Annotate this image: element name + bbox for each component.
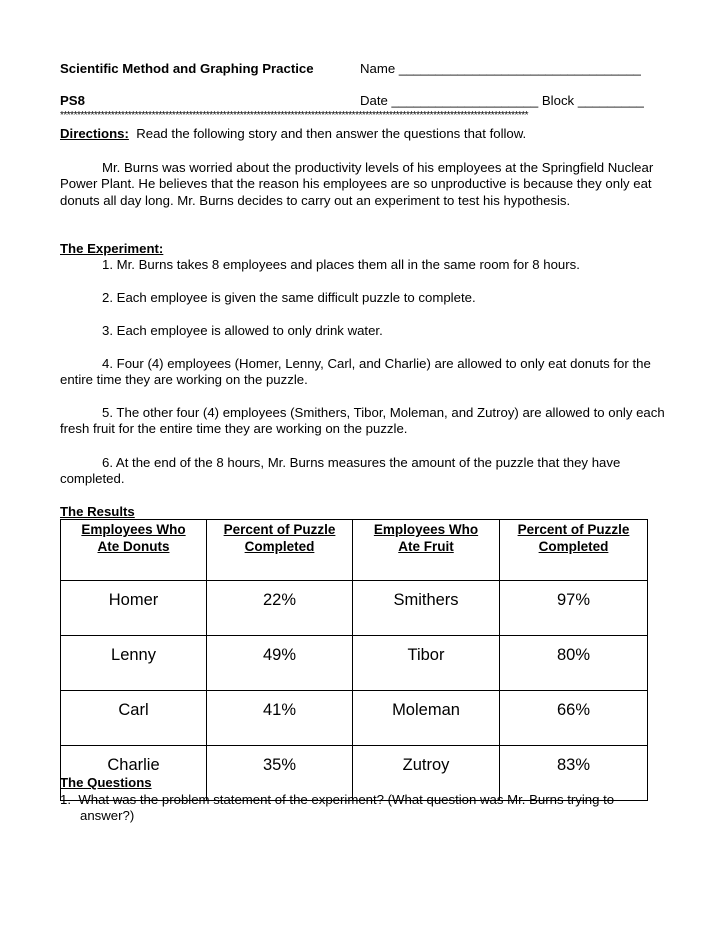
experiment-step-5: 5. The other four (4) employees (Smithers, Tibor, Moleman, and Zutroy) are allowed to only each fresh fruit for the entire time they are working on the puzzle. xyxy=(60,405,665,437)
name-line xyxy=(360,61,641,76)
experiment-step-3: 3. Each employee is allowed to only drink water. xyxy=(102,323,383,338)
fruit-employee-cell: Smithers xyxy=(353,581,500,636)
fruit-employee-cell: Zutroy xyxy=(353,746,500,801)
experiment-heading: The Experiment: xyxy=(60,241,164,256)
name-blank: _________________________________ xyxy=(398,61,641,76)
header-cell: Employees Who Ate Donuts xyxy=(61,520,207,581)
header-cell: Employees Who Ate Fruit xyxy=(353,520,500,581)
date-label: Date xyxy=(360,93,388,108)
table-row xyxy=(61,636,648,691)
date-block-line xyxy=(360,93,644,108)
experiment-step-1: 1. Mr. Burns takes 8 employees and places them all in the same room for 8 hours. xyxy=(102,257,580,272)
fruit-percent-cell: 66% xyxy=(500,691,648,746)
directions-label: Directions: xyxy=(60,126,129,141)
results-heading: The Results xyxy=(60,504,135,519)
date-blank: ____________________ xyxy=(391,93,539,108)
donut-employee-cell: Charlie xyxy=(61,746,207,801)
worksheet-title: Scientific Method and Graphing Practice xyxy=(60,61,314,76)
table-row xyxy=(61,691,648,746)
donut-employee-cell: Homer xyxy=(61,581,207,636)
block-label: Block xyxy=(541,93,575,108)
results-header-row xyxy=(61,520,648,581)
block-blank: _________ xyxy=(577,93,644,108)
donut-percent-cell: 22% xyxy=(207,581,353,636)
table-row xyxy=(61,581,648,636)
fruit-percent-cell: 80% xyxy=(500,636,648,691)
questions-heading: The Questions xyxy=(60,775,152,790)
question-text-line1: What was the problem statement of the experiment? (What question was Mr. Burns trying to xyxy=(78,792,615,807)
story-paragraph xyxy=(60,160,670,209)
donut-employee-cell: Carl xyxy=(61,691,207,746)
experiment-step-4: 4. Four (4) employees (Homer, Lenny, Carl, and Charlie) are allowed to only eat donuts for the entire time they are working on the puzzle. xyxy=(60,356,651,388)
experiment-step-6: 6. At the end of the 8 hours, Mr. Burns measures the amount of the puzzle that they have completed. xyxy=(60,455,621,487)
donut-percent-cell: 49% xyxy=(207,636,353,691)
star-separator: ****************************************************************************************************************************************** xyxy=(60,110,529,121)
donut-percent-cell: 35% xyxy=(207,746,353,801)
results-table xyxy=(60,519,648,801)
header-cell: Percent of Puzzle Completed xyxy=(500,520,648,581)
story-text: Mr. Burns was worried about the productivity levels of his employees at the Springfield Nuclear Power Plant. He believes that the reason his employees are so unproductive is because they only eat donuts all day long. Mr. Burns decides to carry out an experiment to test his hypothesis. xyxy=(60,160,654,208)
donut-employee-cell: Lenny xyxy=(61,636,207,691)
fruit-percent-cell: 83% xyxy=(500,746,648,801)
fruit-employee-cell: Tibor xyxy=(353,636,500,691)
question-1 xyxy=(60,792,614,807)
question-text-line2: answer?) xyxy=(80,808,135,823)
directions-text: Read the following story and then answer the questions that follow. xyxy=(136,126,527,141)
worksheet-code: PS8 xyxy=(60,93,85,108)
fruit-employee-cell: Moleman xyxy=(353,691,500,746)
experiment-step-2: 2. Each employee is given the same difficult puzzle to complete. xyxy=(102,290,476,305)
donut-percent-cell: 41% xyxy=(207,691,353,746)
question-number: 1. xyxy=(60,792,71,807)
name-label: Name xyxy=(360,61,396,76)
header-cell: Percent of Puzzle Completed xyxy=(207,520,353,581)
fruit-percent-cell: 97% xyxy=(500,581,648,636)
directions xyxy=(60,126,526,141)
